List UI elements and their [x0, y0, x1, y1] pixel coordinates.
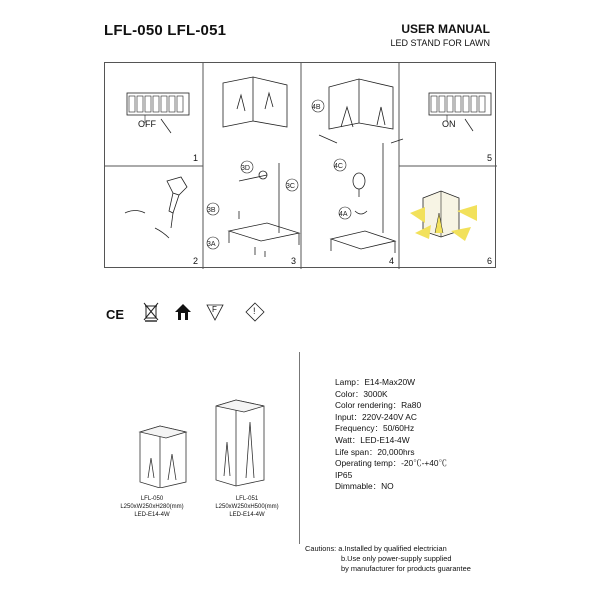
spec-color: Color：3000K	[335, 388, 388, 399]
manual-subtitle: LED STAND FOR LAWN	[390, 38, 490, 48]
model-numbers: LFL-050 LFL-051	[104, 22, 227, 39]
warning-mark-label: !	[253, 306, 256, 316]
on-label: ON	[442, 119, 456, 129]
spec-color-rendering: Color rendering：Ra80	[335, 400, 422, 411]
caution-line-2: b.Use only power-supply supplied	[341, 554, 452, 563]
caution-line-3: by manufacturer for products guarantee	[341, 564, 471, 573]
product-drawings	[130, 398, 290, 488]
lfl-051-lamp: LED-E14-4W	[229, 512, 265, 518]
panel3-assembly-drawing	[223, 77, 299, 257]
weee-bin-icon	[140, 302, 162, 322]
lfl-050-caption	[112, 495, 192, 519]
spec-ip-rating: IP65	[335, 469, 353, 480]
panel-4-number: 4	[389, 256, 395, 266]
installation-drawings	[105, 63, 497, 269]
indoor-use-icon	[172, 302, 194, 322]
panel-2-number: 2	[193, 256, 199, 266]
lfl-050-drawing	[140, 426, 186, 488]
cautions-block	[305, 544, 471, 574]
ce-mark-icon: CE	[105, 306, 125, 322]
lfl-050-lamp: LED-E14-4W	[134, 512, 170, 518]
lfl-050-name: LFL-050	[140, 496, 164, 502]
step-3a-label: 3A	[207, 241, 216, 248]
breaker-on-drawing	[429, 93, 491, 131]
panel-5-number: 5	[487, 153, 493, 163]
step-4c-label: 4C	[334, 163, 343, 170]
step-4a-label: 4A	[339, 211, 348, 218]
step-3c-label: 3C	[286, 183, 295, 190]
lit-lamp-drawing	[410, 191, 477, 241]
lfl-050-size: L250xW250xH280(mm)	[120, 504, 184, 510]
spec-life-span: Life span：20,000hrs	[335, 446, 415, 457]
spec-dimmable: Dimmable：NO	[335, 481, 394, 492]
caution-line-1: Cautions: a.Installed by qualified electrician	[305, 544, 447, 553]
panel-1-number: 1	[193, 153, 199, 163]
panel-6-number: 6	[487, 256, 493, 266]
off-label: OFF	[138, 119, 156, 129]
breaker-off-drawing	[127, 93, 189, 133]
f-mark-icon	[204, 302, 226, 322]
section-divider	[299, 352, 300, 544]
spec-lamp: Lamp：E14-Max20W	[335, 377, 416, 387]
panel-3-number: 3	[291, 256, 297, 266]
panel4-step-labels	[312, 100, 351, 219]
spec-frequency: Frequency：50/60Hz	[335, 423, 415, 434]
spec-watt: Watt：LED-E14-4W	[335, 434, 410, 445]
spec-operating-temp: Operating temp：-20℃-+40℃	[335, 458, 447, 469]
warning-icon	[244, 302, 266, 322]
step-3b-label: 3B	[207, 207, 216, 214]
lfl-051-name: LFL-051	[235, 496, 259, 502]
lfl-051-size: L250xW250xH500(mm)	[215, 504, 279, 510]
installation-grid	[104, 62, 496, 268]
f-mark-label: F	[212, 305, 217, 314]
panel4-fixing-drawing	[319, 79, 403, 253]
manual-title: USER MANUAL	[401, 22, 490, 36]
step-4b-label: 4B	[312, 104, 321, 111]
drill-drawing	[125, 177, 187, 238]
step-3d-label: 3D	[241, 165, 250, 172]
lfl-051-caption	[204, 495, 290, 519]
lfl-051-drawing	[216, 400, 264, 486]
specifications-list	[335, 377, 447, 493]
spec-input: Input：220V-240V AC	[335, 411, 417, 422]
